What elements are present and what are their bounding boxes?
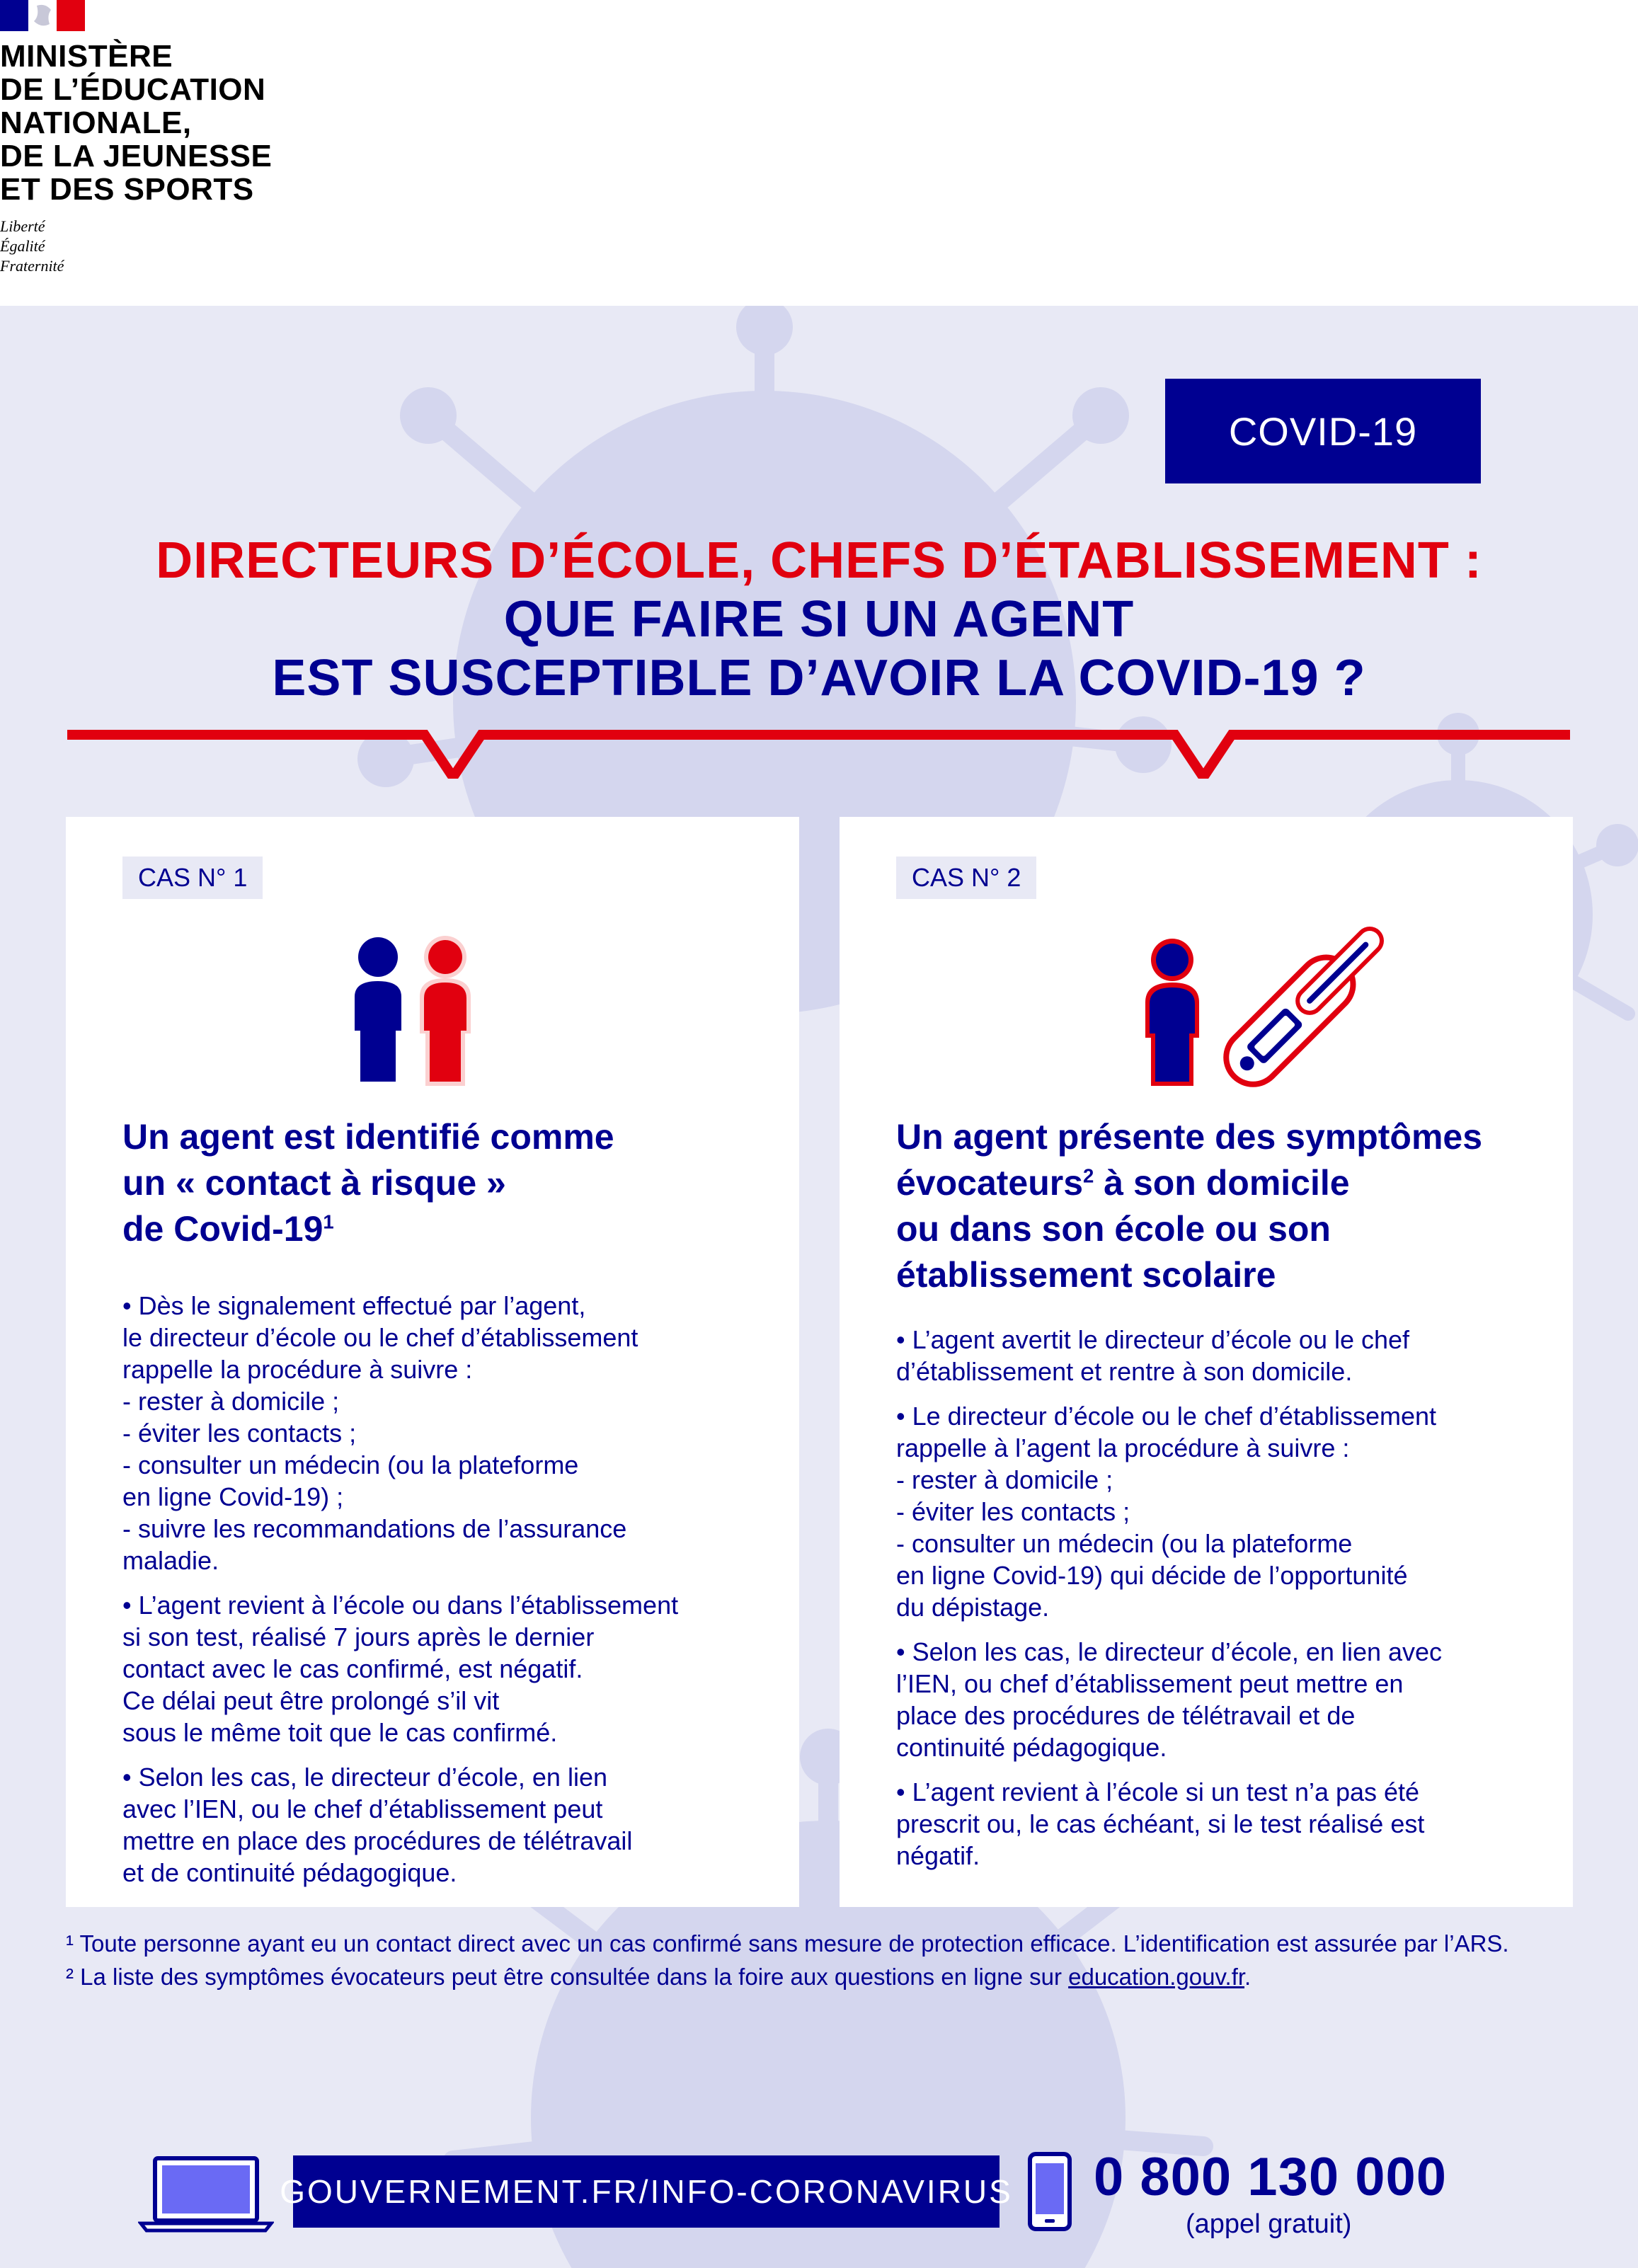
ministry-line: DE LA JEUNESSE	[0, 139, 273, 173]
text-line: l’IEN, ou chef d’établissement peut mettre en	[896, 1669, 1404, 1698]
text-line: • Dès le signalement effectué par l’agent,	[122, 1291, 586, 1320]
text-line: place des procédures de télétravail et de	[896, 1701, 1356, 1730]
title-line	[122, 1206, 774, 1252]
republic-motto	[0, 217, 64, 276]
case-card-1	[66, 817, 799, 1907]
case-tag: CAS N° 2	[896, 857, 1036, 899]
text-line: • L’agent revient à l’école ou dans l’établissement	[122, 1591, 679, 1620]
title-line: un « contact à risque »	[122, 1163, 506, 1203]
case-paragraph	[122, 1761, 774, 1889]
text-line: le directeur d’école ou le chef d’établissement	[122, 1323, 638, 1352]
case-card-2	[840, 817, 1573, 1907]
education-gouv-link[interactable]: education.gouv.fr	[1068, 1964, 1245, 1990]
text-line: Ce délai peut être prolongé s’il vit	[122, 1686, 500, 1715]
text-line: - suivre les recommandations de l’assurance	[122, 1514, 627, 1543]
text-line: sous le même toit que le cas confirmé.	[122, 1718, 558, 1747]
footnote-ref: 2	[1083, 1164, 1094, 1187]
laptop-icon	[138, 2155, 274, 2233]
title-line: ou dans son école ou son	[896, 1209, 1331, 1249]
ministry-name	[0, 40, 272, 206]
text-line: - rester à domicile ;	[896, 1465, 1113, 1494]
text-line: mettre en place des procédures de télétravail	[122, 1826, 633, 1855]
text-line: • L’agent avertit le directeur d’école ou le chef	[896, 1325, 1410, 1354]
footnote-ref: 1	[323, 1210, 334, 1233]
case-paragraph	[122, 1589, 774, 1748]
footnotes	[66, 1927, 1509, 1993]
case-body	[896, 1324, 1547, 1884]
text-line: • Selon les cas, le directeur d’école, en lien	[122, 1763, 607, 1792]
text-line: - éviter les contacts ;	[896, 1497, 1130, 1526]
ministry-line: DE L’ÉDUCATION	[0, 72, 266, 107]
page-title-line-3: EST SUSCEPTIBLE D’AVOIR LA COVID-19 ?	[272, 650, 1366, 706]
text-line: du dépistage.	[896, 1593, 1050, 1622]
motto-line: Liberté	[0, 217, 45, 235]
footnote-2-text: ² La liste des symptômes évocateurs peut être consultée dans la foire aux questions en ligne sur	[66, 1964, 1069, 1990]
text-line: en ligne Covid-19) qui décide de l’opportunité	[896, 1561, 1408, 1590]
footnote-1: ¹ Toute personne ayant eu un contact direct avec un cas confirmé sans mesure de protection efficace. L’identification est assurée par l’ARS.	[66, 1930, 1509, 1957]
text-line: • L’agent revient à l’école si un test n’a pas été	[896, 1777, 1420, 1806]
footnote-2-end: .	[1244, 1964, 1252, 1990]
text-line: en ligne Covid-19) ;	[122, 1482, 344, 1511]
text-line: continuité pédagogique.	[896, 1733, 1167, 1762]
text-line: - consulter un médecin (ou la plateforme	[896, 1529, 1353, 1558]
title-line-text: à son domicile	[1104, 1163, 1350, 1203]
text-line: maladie.	[122, 1546, 219, 1575]
title-line: établissement scolaire	[896, 1255, 1276, 1295]
page-title-line-2: QUE FAIRE SI UN AGENT	[503, 591, 1135, 648]
text-line: négatif.	[896, 1841, 980, 1870]
case-paragraph	[896, 1400, 1547, 1623]
text-line: et de continuité pédagogique.	[122, 1858, 457, 1887]
phone-number[interactable]: 0 800 130 000	[1094, 2147, 1448, 2207]
text-line: - rester à domicile ;	[122, 1387, 340, 1416]
text-line: - éviter les contacts ;	[122, 1419, 357, 1448]
case-tag: CAS N° 1	[122, 857, 263, 899]
marianne-flag-icon	[0, 0, 85, 31]
two-persons-icon	[346, 933, 481, 1089]
ministry-line: ET DES SPORTS	[0, 172, 254, 207]
person-icon	[355, 937, 401, 1082]
text-line: • Selon les cas, le directeur d’école, en lien avec	[896, 1637, 1443, 1666]
person-icon	[420, 936, 471, 1086]
ministry-line: MINISTÈRE	[0, 39, 173, 74]
case-paragraph	[896, 1324, 1547, 1387]
title-line: Un agent est identifié comme	[122, 1117, 614, 1157]
phone-note: (appel gratuit)	[1186, 2209, 1352, 2239]
text-line: d’établissement et rentre à son domicile.	[896, 1357, 1353, 1386]
case-title	[896, 1114, 1547, 1298]
motto-line: Fraternité	[0, 257, 64, 275]
text-line: avec l’IEN, ou le chef d’établissement peut	[122, 1794, 603, 1823]
page-title-line-1: DIRECTEURS D’ÉCOLE, CHEFS D’ÉTABLISSEMENT :	[156, 532, 1482, 589]
person-thermometer-icon	[1137, 919, 1392, 1089]
case-title	[122, 1114, 774, 1252]
red-divider	[0, 729, 1638, 779]
text-line: prescrit ou, le cas échéant, si le test réalisé est	[896, 1809, 1425, 1838]
title-line-text: de Covid-19	[122, 1209, 323, 1249]
case-paragraph	[896, 1636, 1547, 1763]
footnote-2	[66, 1960, 1509, 1993]
person-icon	[1145, 939, 1199, 1086]
text-line: si son test, réalisé 7 jours après le dernier	[122, 1622, 595, 1651]
text-line: rappelle la procédure à suivre :	[122, 1355, 473, 1384]
title-line-text: évocateurs	[896, 1163, 1084, 1203]
title-line: Un agent présente des symptômes	[896, 1117, 1483, 1157]
thermometer-icon	[1211, 919, 1392, 1089]
ministry-line: NATIONALE,	[0, 105, 192, 140]
text-line: rappelle à l’agent la procédure à suivre :	[896, 1433, 1350, 1462]
title-line	[896, 1160, 1547, 1206]
motto-line: Égalité	[0, 237, 45, 255]
phone-icon	[1028, 2152, 1072, 2231]
case-paragraph	[896, 1776, 1547, 1872]
text-line: • Le directeur d’école ou le chef d’établissement	[896, 1402, 1437, 1431]
text-line: contact avec le cas confirmé, est négatif.	[122, 1654, 583, 1683]
text-line: - consulter un médecin (ou la plateforme	[122, 1450, 579, 1479]
info-coronavirus-link[interactable]: GOUVERNEMENT.FR/INFO-CORONAVIRUS	[293, 2155, 1000, 2228]
case-paragraph	[122, 1290, 774, 1576]
case-body	[122, 1290, 774, 1901]
covid-badge: COVID-19	[1165, 379, 1481, 483]
